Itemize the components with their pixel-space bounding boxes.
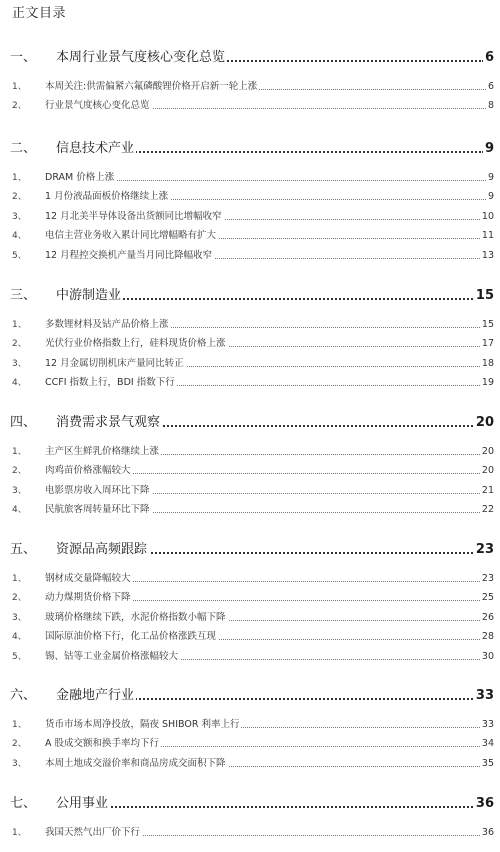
entry-number: 3、: [12, 758, 27, 769]
entry-number: 3、: [12, 211, 27, 222]
section-page-number: 9: [484, 141, 494, 156]
section-title[interactable]: 公用事业: [56, 792, 110, 811]
entry-page-number: 35: [481, 757, 494, 769]
entry-title[interactable]: 主产区生鲜乳价格继续上涨: [45, 443, 161, 457]
entry-page-number: 23: [481, 572, 494, 584]
entry-title[interactable]: 12 月北美半导体设备出货额同比增幅收窄: [45, 208, 224, 222]
entry-number: 4、: [12, 505, 27, 516]
entry-number: 2、: [12, 739, 27, 750]
entry-number: 4、: [12, 632, 27, 643]
entry-page-number: 6: [487, 80, 494, 92]
entry-page-number: 33: [481, 718, 494, 730]
section-title[interactable]: 消费需求景气观察: [56, 411, 162, 430]
section-title[interactable]: 本周行业景气度核心变化总览: [56, 46, 227, 65]
toc-section: [0, 793, 500, 841]
toc-entry[interactable]: [0, 333, 500, 353]
entry-number: 1、: [12, 827, 27, 838]
toc-entry[interactable]: [0, 186, 500, 206]
entry-page-number: 17: [481, 338, 494, 350]
entry-page-number: 20: [481, 465, 494, 477]
entry-number: 1、: [12, 446, 27, 457]
entry-page-number: 20: [481, 445, 494, 457]
entry-title[interactable]: 玻璃价格继续下跌，水泥价格指数小幅下降: [45, 609, 228, 623]
entry-page-number: 25: [481, 592, 494, 604]
entry-page-number: 13: [481, 249, 494, 261]
entry-page-number: 34: [481, 738, 494, 750]
section-page-number: 36: [475, 796, 494, 811]
entry-page-number: 18: [481, 357, 494, 369]
toc-entry[interactable]: [0, 205, 500, 225]
section-number: 二、: [10, 141, 37, 156]
entry-number: 1、: [12, 719, 27, 730]
entry-page-number: 15: [481, 318, 494, 330]
toc-entry[interactable]: [0, 75, 500, 95]
toc-section-heading[interactable]: [0, 47, 500, 67]
toc-section-heading[interactable]: [0, 285, 500, 305]
section-title[interactable]: 资源品高频跟踪: [56, 538, 149, 557]
entry-number: 2、: [12, 593, 27, 604]
entry-number: 2、: [12, 466, 27, 477]
entry-page-number: 28: [481, 631, 494, 643]
entry-page-number: 9: [487, 171, 494, 183]
entry-title[interactable]: 1 月份液晶面板价格继续上涨: [45, 188, 170, 202]
section-number: 五、: [10, 542, 37, 557]
entry-number: 5、: [12, 651, 27, 662]
section-page-number: 6: [484, 50, 494, 65]
toc-entry[interactable]: [0, 499, 500, 519]
toc-entry[interactable]: [0, 567, 500, 587]
toc-entry[interactable]: [0, 352, 500, 372]
toc-title: 正文目录: [12, 6, 67, 21]
entry-title[interactable]: 电信主营业务收入累计同比增幅略有扩大: [45, 227, 218, 241]
toc-section-heading[interactable]: [0, 412, 500, 432]
toc-entry[interactable]: [0, 166, 500, 186]
entry-page-number: 26: [481, 611, 494, 623]
section-number: 三、: [10, 288, 37, 303]
entry-number: 5、: [12, 250, 27, 261]
entry-title[interactable]: CCFI 指数上行，BDI 指数下行: [45, 374, 177, 388]
entry-page-number: 21: [481, 484, 494, 496]
entry-number: 3、: [12, 485, 27, 496]
entry-title[interactable]: 国际原油价格下行，化工品价格涨跌互现: [45, 628, 218, 642]
entry-title[interactable]: 货币市场本周净投放，隔夜 SHIBOR 利率上行: [45, 716, 241, 730]
toc-section: [0, 285, 500, 391]
entry-title[interactable]: 多数锂材料及钴产品价格上涨: [45, 316, 171, 330]
section-title[interactable]: 信息技术产业: [56, 137, 136, 156]
entry-number: 4、: [12, 378, 27, 389]
entry-title[interactable]: 肉鸡苗价格涨幅较大: [45, 462, 133, 476]
entry-number: 1、: [12, 81, 27, 92]
entry-title[interactable]: 民航旅客周转量环比下降: [45, 501, 152, 515]
entry-number: 3、: [12, 358, 27, 369]
entry-title[interactable]: 锡、钴等工业金属价格涨幅较大: [45, 648, 180, 662]
section-page-number: 15: [475, 288, 494, 303]
toc-entry[interactable]: [0, 313, 500, 333]
entry-page-number: 19: [481, 377, 494, 389]
toc-entry[interactable]: [0, 372, 500, 392]
entry-title[interactable]: 电影票房收入周环比下降: [45, 482, 152, 496]
entry-title[interactable]: A 股成交额和换手率均下行: [45, 735, 161, 749]
toc-section-heading[interactable]: [0, 685, 500, 705]
toc-section: [0, 539, 500, 665]
entry-title[interactable]: DRAM 价格上涨: [45, 169, 116, 183]
entry-page-number: 9: [487, 191, 494, 203]
entry-title[interactable]: 行业景气度核心变化总览: [45, 97, 152, 111]
toc-entry[interactable]: [0, 606, 500, 626]
entry-title[interactable]: 动力煤期货价格下降: [45, 589, 133, 603]
entry-number: 1、: [12, 319, 27, 330]
toc-section: [0, 47, 500, 114]
entry-number: 1、: [12, 172, 27, 183]
toc-entry[interactable]: [0, 733, 500, 753]
dot-leader: [56, 806, 484, 808]
toc-entry[interactable]: [0, 479, 500, 499]
toc-entry[interactable]: [0, 244, 500, 264]
toc-section-heading[interactable]: [0, 138, 500, 158]
entry-number: 2、: [12, 101, 27, 112]
toc-entry[interactable]: [0, 587, 500, 607]
section-number: 六、: [10, 688, 37, 703]
entry-title[interactable]: 本周土地成交溢价率和商品房成交面积下降: [45, 755, 228, 769]
entry-page-number: 11: [481, 230, 494, 242]
entry-title[interactable]: 光伏行业价格指数上行，硅料现货价格上涨: [45, 335, 228, 349]
toc-section-heading[interactable]: [0, 793, 500, 813]
section-title[interactable]: 中游制造业: [56, 284, 123, 303]
entry-number: 3、: [12, 612, 27, 623]
entry-number: 2、: [12, 192, 27, 203]
section-number: 一、: [10, 50, 37, 65]
section-page-number: 33: [475, 688, 494, 703]
toc-entry[interactable]: [0, 821, 500, 841]
entry-page-number: 30: [481, 650, 494, 662]
toc-entry[interactable]: [0, 225, 500, 245]
section-number: 四、: [10, 415, 37, 430]
section-number: 七、: [10, 796, 37, 811]
entry-title[interactable]: 本周关注:供需偏紧六氟磷酸锂价格开启新一轮上涨: [45, 78, 259, 92]
toc-section: [0, 412, 500, 518]
entry-number: 2、: [12, 339, 27, 350]
entry-page-number: 22: [481, 504, 494, 516]
entry-number: 1、: [12, 573, 27, 584]
toc-entry[interactable]: [0, 95, 500, 115]
toc-section: [0, 685, 500, 772]
toc-entry[interactable]: [0, 440, 500, 460]
toc-entry[interactable]: [0, 713, 500, 733]
entry-title[interactable]: 12 月程控交换机产量当月同比降幅收窄: [45, 247, 214, 261]
toc-entry[interactable]: [0, 752, 500, 772]
entry-page-number: 36: [481, 826, 494, 838]
entry-title[interactable]: 钢材成交量降幅较大: [45, 570, 133, 584]
toc-entry[interactable]: [0, 460, 500, 480]
toc-section: [0, 138, 500, 264]
section-page-number: 23: [475, 542, 494, 557]
entry-number: 4、: [12, 231, 27, 242]
entry-title[interactable]: 我国天然气出厂价下行: [45, 824, 142, 838]
entry-page-number: 8: [487, 100, 494, 112]
toc-entry[interactable]: [0, 645, 500, 665]
toc-section-heading[interactable]: [0, 539, 500, 559]
section-page-number: 20: [475, 415, 494, 430]
entry-title[interactable]: 12 月金属切削机床产量同比转正: [45, 355, 186, 369]
section-title[interactable]: 金融地产行业: [56, 684, 136, 703]
entry-page-number: 10: [481, 210, 494, 222]
toc-entry[interactable]: [0, 626, 500, 646]
